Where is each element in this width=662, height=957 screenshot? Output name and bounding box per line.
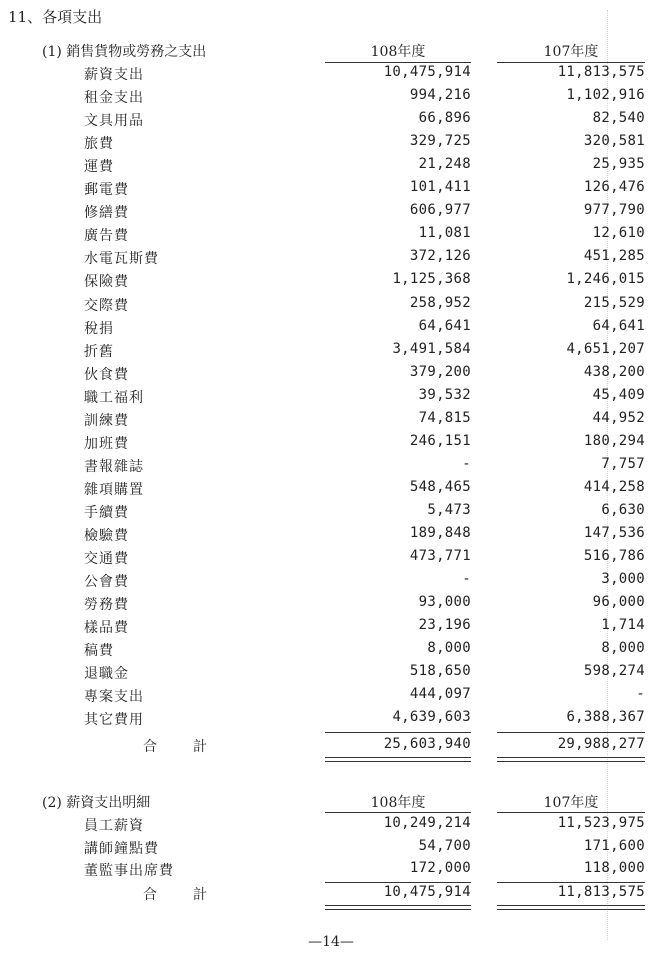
row-value-108: 372,126 xyxy=(409,248,471,265)
row-value-108: 10,475,914 xyxy=(383,64,471,80)
row-label: 職工福利 xyxy=(84,389,144,406)
row-label: 文具用品 xyxy=(84,113,144,130)
row-value-107: 11,813,575 xyxy=(557,64,645,80)
section1-total-108: 25,603,940 xyxy=(383,736,471,752)
row-value-107: 438,200 xyxy=(583,363,645,380)
row-value-108: 66,896 xyxy=(418,110,471,127)
row-label: 講師鐘點費 xyxy=(84,840,159,857)
section2-total-label-b: 計 xyxy=(193,887,207,903)
row-value-107: 64,641 xyxy=(592,317,645,334)
row-value-107: 45,409 xyxy=(592,386,645,403)
row-value-108: 189,848 xyxy=(409,525,471,541)
row-value-108: 39,532 xyxy=(418,386,471,403)
row-value-107: 147,536 xyxy=(583,525,645,541)
row-label: 公會費 xyxy=(84,574,129,591)
row-value-107: 1,714 xyxy=(601,617,645,634)
row-value-108: 258,952 xyxy=(409,294,471,311)
row-label: 雜項購置 xyxy=(84,481,144,498)
row-value-108: 473,771 xyxy=(409,548,471,565)
section2-col1-double-rule xyxy=(325,905,471,910)
section2-col2-header: 107年度 xyxy=(543,795,599,811)
section-title: 11、各項支出 xyxy=(8,8,103,26)
section2-col1-header: 108年度 xyxy=(370,795,426,811)
row-value-108: 74,815 xyxy=(418,409,471,426)
row-value-108: 64,641 xyxy=(418,317,471,334)
row-value-107: 451,285 xyxy=(583,248,645,265)
row-value-108: 548,465 xyxy=(409,478,471,495)
section1-col1-header: 108年度 xyxy=(370,44,426,60)
section1-col2-sum-rule xyxy=(497,732,645,733)
row-label: 折舊 xyxy=(84,343,114,360)
row-label: 退職金 xyxy=(84,666,129,683)
section2-total-108: 10,475,914 xyxy=(383,884,471,900)
row-value-107: 8,000 xyxy=(601,640,645,657)
section1-col1-header-rule xyxy=(325,62,471,63)
row-label: 旅費 xyxy=(84,136,114,153)
row-value-107: 1,102,916 xyxy=(566,87,645,104)
row-value-108: 4,639,603 xyxy=(392,709,471,726)
row-label: 其它費用 xyxy=(84,712,144,729)
row-label: 保險費 xyxy=(84,274,129,291)
section2-col2-sum-rule xyxy=(497,882,645,883)
row-value-107: 180,294 xyxy=(583,432,645,449)
section2-col1-header-rule xyxy=(325,812,471,813)
row-label: 稿費 xyxy=(84,643,114,660)
row-label: 檢驗費 xyxy=(84,528,129,544)
row-value-108: 101,411 xyxy=(409,179,471,196)
section1-total-label-b: 計 xyxy=(193,739,207,755)
row-label: 董監事出席費 xyxy=(84,863,174,879)
section2-label: (2) 薪資支出明細 xyxy=(42,795,151,811)
section1-col2-double-rule xyxy=(497,757,645,762)
row-value-107: 6,388,367 xyxy=(566,709,645,726)
section1-col2-header-rule xyxy=(497,62,645,63)
row-value-108: 10,249,214 xyxy=(383,815,471,831)
section2-col1-sum-rule xyxy=(325,882,471,883)
row-label: 廣告費 xyxy=(84,228,129,245)
row-value-107: 25,935 xyxy=(592,156,645,173)
row-label: 修繕費 xyxy=(84,205,129,222)
section2-col2-header-rule xyxy=(497,812,645,813)
row-label: 交際費 xyxy=(84,297,129,314)
row-value-108: 54,700 xyxy=(418,837,471,854)
row-value-108: 379,200 xyxy=(409,363,471,380)
row-value-108: - xyxy=(462,455,471,472)
row-label: 專案支出 xyxy=(84,689,144,706)
row-value-108: 246,151 xyxy=(409,432,471,449)
row-value-107: 598,274 xyxy=(583,663,645,680)
row-value-107: - xyxy=(636,686,645,703)
row-value-107: 11,523,975 xyxy=(557,815,645,831)
row-value-107: 4,651,207 xyxy=(566,340,645,357)
row-value-107: 1,246,015 xyxy=(566,271,645,288)
row-value-108: 21,248 xyxy=(418,156,471,173)
section1-total-107: 29,988,277 xyxy=(557,736,645,752)
row-value-108: 518,650 xyxy=(409,663,471,680)
row-value-107: 414,258 xyxy=(583,478,645,495)
section1-col1-double-rule xyxy=(325,757,471,762)
row-label: 訓練費 xyxy=(84,412,129,429)
row-label: 加班費 xyxy=(84,435,129,452)
row-label: 手續費 xyxy=(84,504,129,521)
row-label: 稅捐 xyxy=(84,320,114,337)
row-label: 伙食費 xyxy=(84,366,129,383)
row-value-107: 516,786 xyxy=(583,548,645,565)
row-label: 員工薪資 xyxy=(84,818,144,834)
row-value-108: 11,081 xyxy=(418,225,471,242)
row-value-108: 5,473 xyxy=(427,501,471,518)
row-value-108: 444,097 xyxy=(409,686,471,703)
row-value-108: 1,125,368 xyxy=(392,271,471,288)
row-value-108: 329,725 xyxy=(409,133,471,150)
row-label: 勞務費 xyxy=(84,597,129,614)
row-label: 交通費 xyxy=(84,551,129,568)
section2-total-107: 11,813,575 xyxy=(557,884,645,900)
row-label: 租金支出 xyxy=(84,90,144,107)
section1-total-label-a: 合 xyxy=(143,739,157,755)
row-value-107: 118,000 xyxy=(583,860,645,876)
page-number: —14— xyxy=(308,934,354,950)
row-label: 薪資支出 xyxy=(84,67,144,83)
section1-col2-header: 107年度 xyxy=(543,44,599,60)
row-value-108: 3,491,584 xyxy=(392,340,471,357)
row-value-107: 171,600 xyxy=(583,837,645,854)
section1-label: (1) 銷售貨物或勞務之支出 xyxy=(42,44,207,60)
row-value-107: 3,000 xyxy=(601,571,645,588)
row-value-107: 44,952 xyxy=(592,409,645,426)
row-value-108: 994,216 xyxy=(409,87,471,104)
row-value-108: 93,000 xyxy=(418,594,471,611)
row-value-107: 12,610 xyxy=(592,225,645,242)
section1-col1-sum-rule xyxy=(325,732,471,733)
section2-col2-double-rule xyxy=(497,905,645,910)
row-label: 郵電費 xyxy=(84,182,129,199)
row-value-107: 320,581 xyxy=(583,133,645,150)
row-label: 樣品費 xyxy=(84,620,129,637)
row-value-108: - xyxy=(462,571,471,588)
row-label: 運費 xyxy=(84,159,114,176)
row-value-107: 126,476 xyxy=(583,179,645,196)
row-label: 書報雜誌 xyxy=(84,458,144,475)
row-value-107: 82,540 xyxy=(592,110,645,127)
row-value-107: 215,529 xyxy=(583,294,645,311)
row-label: 水電瓦斯費 xyxy=(84,251,159,268)
row-value-107: 96,000 xyxy=(592,594,645,611)
row-value-108: 23,196 xyxy=(418,617,471,634)
section2-total-label-a: 合 xyxy=(143,887,157,903)
row-value-107: 977,790 xyxy=(583,202,645,219)
row-value-107: 7,757 xyxy=(601,455,645,472)
row-value-108: 8,000 xyxy=(427,640,471,657)
row-value-107: 6,630 xyxy=(601,501,645,518)
row-value-108: 606,977 xyxy=(409,202,471,219)
row-value-108: 172,000 xyxy=(409,860,471,876)
